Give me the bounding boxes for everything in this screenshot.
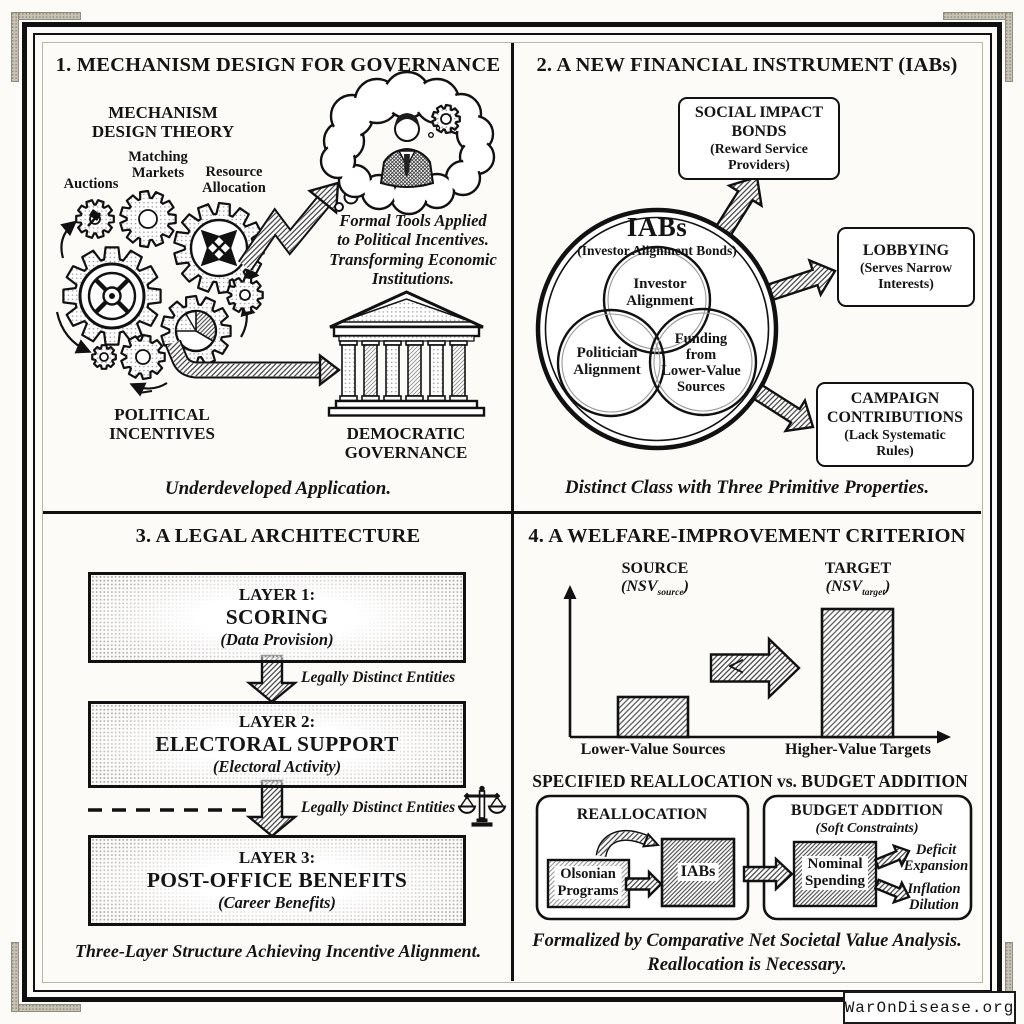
label-line: Sources	[676, 378, 726, 395]
q1-title: 1. MECHANISM DESIGN FOR GOVERNANCE	[55, 54, 501, 76]
box-line: Interests)	[878, 276, 934, 292]
nominal-spending-label	[802, 856, 868, 890]
box-line: (Reward Service	[710, 141, 808, 157]
box-line: Rules)	[876, 443, 914, 459]
dash-mark	[139, 391, 152, 393]
label-line: Inflation	[907, 881, 961, 897]
source-label: SOURCE	[621, 560, 689, 577]
iabs-heading: IABs	[626, 212, 688, 242]
note-line: to Political Incentives.	[337, 230, 489, 250]
curved-arrow-icon	[61, 223, 74, 258]
bottom-gear-icon	[121, 335, 164, 379]
box-line: SCORING	[225, 605, 329, 630]
box-line: LOBBYING	[862, 241, 950, 259]
scales-icon	[459, 786, 505, 827]
box-line: LAYER 1:	[238, 585, 316, 605]
box-line: BONDS	[731, 122, 787, 140]
caption-line: Reallocation is Necessary.	[647, 955, 847, 976]
olsonian-programs-label	[555, 866, 622, 899]
label-chip	[802, 856, 868, 890]
q2-caption: Distinct Class with Three Primitive Properties.	[564, 477, 930, 498]
social-impact-bonds-box	[678, 97, 840, 180]
less-than-symbol: <	[727, 650, 745, 683]
arrow-to-sib	[717, 177, 762, 235]
caption-line: Formalized by Comparative Net Societal Value Analysis.	[532, 931, 962, 951]
auctions-label: Auctions	[63, 176, 119, 192]
label-line: DEMOCRATIC	[346, 424, 466, 443]
note-line: Institutions.	[371, 268, 455, 288]
label-line: Alignment	[573, 361, 641, 378]
label-line: Matching	[128, 149, 188, 165]
layer2-box	[88, 701, 466, 788]
box-line: SOCIAL IMPACT	[694, 103, 824, 121]
label-line: Allocation	[202, 180, 266, 197]
curved-arrow-icon	[133, 383, 167, 389]
mechanism-design-theory-label	[92, 103, 234, 141]
label-line: Spending	[804, 873, 866, 890]
q3-caption: Three-Layer Structure Achieving Incentive Alignment.	[74, 941, 482, 961]
lobbying-box	[837, 227, 975, 307]
label-line: MECHANISM	[108, 103, 218, 122]
source-nsv-label	[621, 578, 689, 599]
label-chip	[555, 866, 622, 899]
venn-investor-label	[626, 276, 694, 310]
formal-tools-note	[329, 211, 497, 288]
nsv-text: )	[683, 578, 689, 595]
label-line: Markets	[131, 165, 185, 182]
iabs-subheading: (Investor Alignment Bonds)	[577, 243, 737, 258]
target-bar	[822, 609, 893, 737]
note-line: Transforming Economic	[329, 249, 497, 269]
layer1-box	[88, 572, 466, 663]
label-line: Dilution	[909, 897, 959, 914]
resource-allocation-label	[202, 164, 266, 197]
arrow-to-campaign	[754, 385, 813, 431]
box-line: (Data Provision)	[220, 630, 334, 650]
reallocation-heading: REALLOCATION	[576, 806, 708, 823]
q3-title: 3. A LEGAL ARCHITECTURE	[135, 525, 421, 547]
inflation-dilution-label	[907, 881, 960, 913]
source-bar	[618, 697, 688, 737]
tiny-gear-icon	[92, 345, 116, 369]
thought-bubble-icon	[321, 72, 494, 214]
campaign-contributions-box	[816, 382, 974, 467]
box-line: (Lack Systematic	[844, 427, 946, 443]
q1-caption: Underdeveloped Application.	[164, 478, 392, 499]
box-line: (Serves Narrow	[859, 260, 953, 276]
columns	[340, 341, 467, 401]
reallocation-vs-budget-heading: SPECIFIED REALLOCATION vs. BUDGET ADDITION	[532, 771, 968, 791]
box-line: ELECTORAL SUPPORT	[155, 732, 399, 757]
comparison-arrow	[711, 639, 799, 697]
auctions-gear-icon	[76, 200, 114, 238]
label-line: from	[685, 346, 717, 363]
idea-dot	[429, 133, 434, 138]
label-line: DESIGN THEORY	[91, 122, 235, 142]
box-line: (Career Benefits)	[218, 893, 336, 913]
budget-addition-heading: BUDGET ADDITION	[790, 802, 944, 819]
label-line: Olsonian	[560, 866, 616, 882]
political-incentives-label	[109, 405, 215, 443]
label-chip: IABs	[678, 863, 719, 881]
entities-label-1: Legally Distinct Entities	[301, 669, 456, 686]
target-nsv-label	[826, 578, 891, 599]
q4-title: 4. A WELFARE-IMPROVEMENT CRITERION	[528, 525, 966, 547]
small-gear-icon	[227, 277, 262, 313]
democratic-governance-label	[345, 424, 468, 462]
watermark: WarOnDisease.org	[843, 991, 1016, 1024]
label-line: Investor	[633, 276, 687, 292]
entities-label-2: Legally Distinct Entities	[301, 799, 456, 816]
box-line: CAMPAIGN	[850, 389, 940, 407]
matching-markets-label	[128, 149, 188, 182]
label-line: Lower-Value	[661, 362, 741, 379]
label-line: Nominal	[807, 856, 863, 872]
box-line: Providers)	[728, 157, 790, 173]
budget-addition-subheading: (Soft Constraints)	[815, 821, 919, 836]
label-line: Programs	[557, 882, 619, 899]
thought-dot	[335, 203, 343, 211]
layer-arrow-2	[249, 781, 295, 836]
x-axis-left-label: Lower-Value Sources	[580, 741, 726, 758]
note-line: Formal Tools Applied	[339, 211, 487, 230]
bank-building-icon	[329, 292, 484, 416]
nsv-subscript: target	[862, 587, 886, 599]
q4-caption	[532, 929, 961, 977]
box-line: CONTRIBUTIONS	[826, 408, 964, 426]
layer3-box	[88, 835, 466, 926]
label-line: POLITICAL	[114, 405, 210, 424]
nsv-text: )	[885, 578, 891, 595]
box-line: (Electoral Activity)	[212, 757, 342, 777]
businessman-icon	[381, 113, 433, 187]
deficit-expansion-label	[904, 842, 968, 874]
label-line: INCENTIVES	[109, 424, 215, 444]
nsv-text: (NSV	[621, 578, 658, 595]
target-label: TARGET	[824, 560, 892, 577]
label-line: Funding	[674, 331, 728, 347]
venn-funding-label	[661, 332, 740, 396]
iabs-box-label	[678, 863, 719, 881]
label-line: GOVERNANCE	[344, 443, 468, 463]
box-line: LAYER 2:	[238, 712, 316, 732]
nsv-subscript: source	[657, 587, 684, 599]
box-line: LAYER 3:	[238, 848, 316, 868]
nsv-chart	[564, 585, 952, 744]
label-line: Deficit	[915, 842, 957, 858]
arrow-to-lobbying	[769, 260, 836, 299]
wheel-gear-icon	[63, 247, 160, 344]
label-line: Expansion	[903, 858, 969, 875]
venn-politician-label	[573, 345, 641, 379]
idea-dot	[436, 126, 439, 129]
label-line: Alignment	[626, 292, 694, 309]
q2-title: 2. A NEW FINANCIAL INSTRUMENT (IABs)	[536, 54, 958, 76]
nsv-text: (NSV	[825, 578, 863, 595]
box-line: POST-OFFICE BENEFITS	[146, 868, 408, 893]
label-line: Politician	[576, 345, 638, 361]
x-axis-right-label: Higher-Value Targets	[785, 741, 931, 758]
label-line: Resource	[205, 164, 263, 180]
matching-markets-gear-icon	[120, 191, 175, 247]
